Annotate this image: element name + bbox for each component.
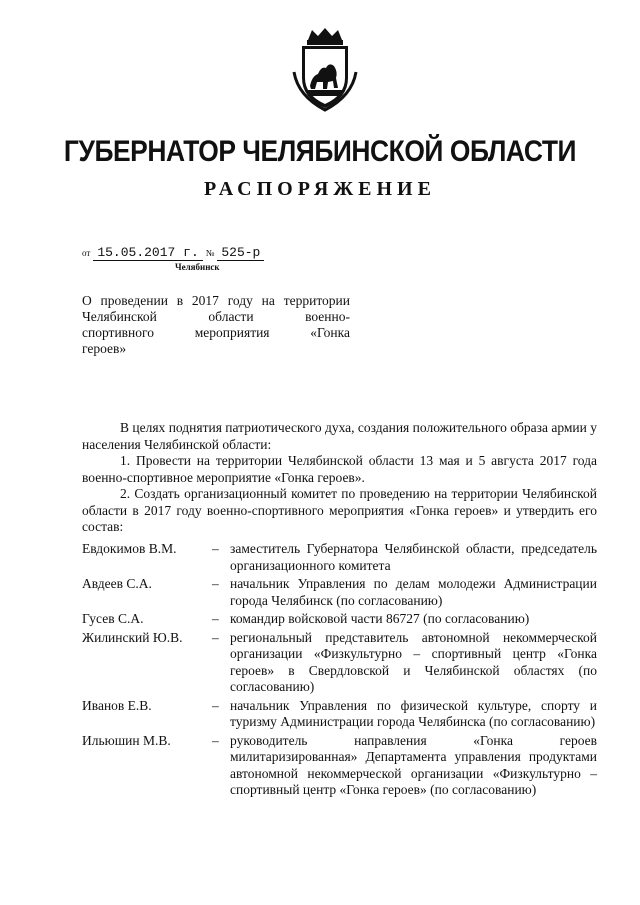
member-dash: – [212, 732, 219, 748]
number-prefix: № [205, 248, 215, 258]
item-1-paragraph: 1. Провести на территории Челябинской области 13 мая и 5 августа 2017 года военно-спортивное мероприятие «Гонка героев». [82, 453, 597, 485]
document-subject [82, 293, 350, 357]
member-dash: – [212, 611, 219, 626]
document-body [82, 420, 597, 536]
member-name: Жилинский Ю.В. [82, 629, 183, 645]
member-dash: – [212, 629, 219, 645]
item-2-paragraph: 2. Создать организационный комитет по проведению на территории Челябинской области в 2017 году военно-спортивного мероприятия «Гонка героев» и утвердить его состав: [82, 486, 597, 534]
date-prefix: от [82, 248, 91, 258]
member-name: Евдокимов В.М. [82, 541, 177, 556]
committee-roster [82, 541, 597, 801]
member-position: заместитель Губернатора Челябинской области, председатель организационного комитета [230, 541, 597, 573]
committee-member-row [82, 698, 597, 731]
committee-member-row [82, 630, 597, 696]
member-name: Гусев С.А. [82, 611, 144, 626]
member-dash: – [212, 697, 219, 713]
committee-member-row [82, 541, 597, 574]
document-city: Челябинск [175, 262, 220, 272]
subject-line: спортивного мероприятия «Гонка [82, 325, 350, 340]
member-name: Иванов Е.В. [82, 697, 152, 713]
subject-line: О проведении в 2017 году на территории [82, 293, 350, 308]
document-header-title: ГУБЕРНАТОР ЧЕЛЯБИНСКОЙ ОБЛАСТИ [63, 135, 577, 168]
member-position: командир войсковой части 86727 (по согласованию) [230, 611, 530, 626]
member-dash: – [212, 576, 219, 591]
committee-member-row [82, 733, 597, 799]
member-position: руководитель направления «Гонка героев милитаризированная» Департамента управления продуктами автономной некоммерческой организации «Физкультурно – спортивный центр «Гонка героев» (по согласованию) [230, 732, 597, 797]
chelyabinsk-coat-of-arms-icon [290, 26, 360, 112]
document-type-label: РАСПОРЯЖЕНИЕ [204, 178, 436, 200]
committee-member-row [82, 576, 597, 609]
subject-line: героев» [82, 341, 127, 356]
document-date: 15.05.2017 г. [93, 245, 202, 261]
member-position: начальник Управления по физической культуре, спорту и туризму Администрации города Челябинска (по согласованию) [230, 697, 597, 729]
member-dash: – [212, 541, 219, 556]
document-date-number-line [82, 245, 264, 260]
member-name: Ильюшин М.В. [82, 732, 171, 748]
subject-line: Челябинской области военно- [82, 309, 350, 324]
document-number: 525-р [217, 245, 264, 261]
member-position: начальник Управления по делам молодежи Администрации города Челябинск (по согласованию) [230, 576, 597, 608]
member-position: региональный представитель автономной некоммерческой организации «Физкультурно – спортивный центр «Гонка героев» в Свердловской и Челябинской областях (по согласованию) [230, 629, 597, 694]
intro-paragraph: В целях поднятия патриотического духа, создания положительного образа армии у населения Челябинской области: [82, 420, 597, 452]
committee-member-row [82, 611, 597, 628]
member-name: Авдеев С.А. [82, 576, 152, 591]
